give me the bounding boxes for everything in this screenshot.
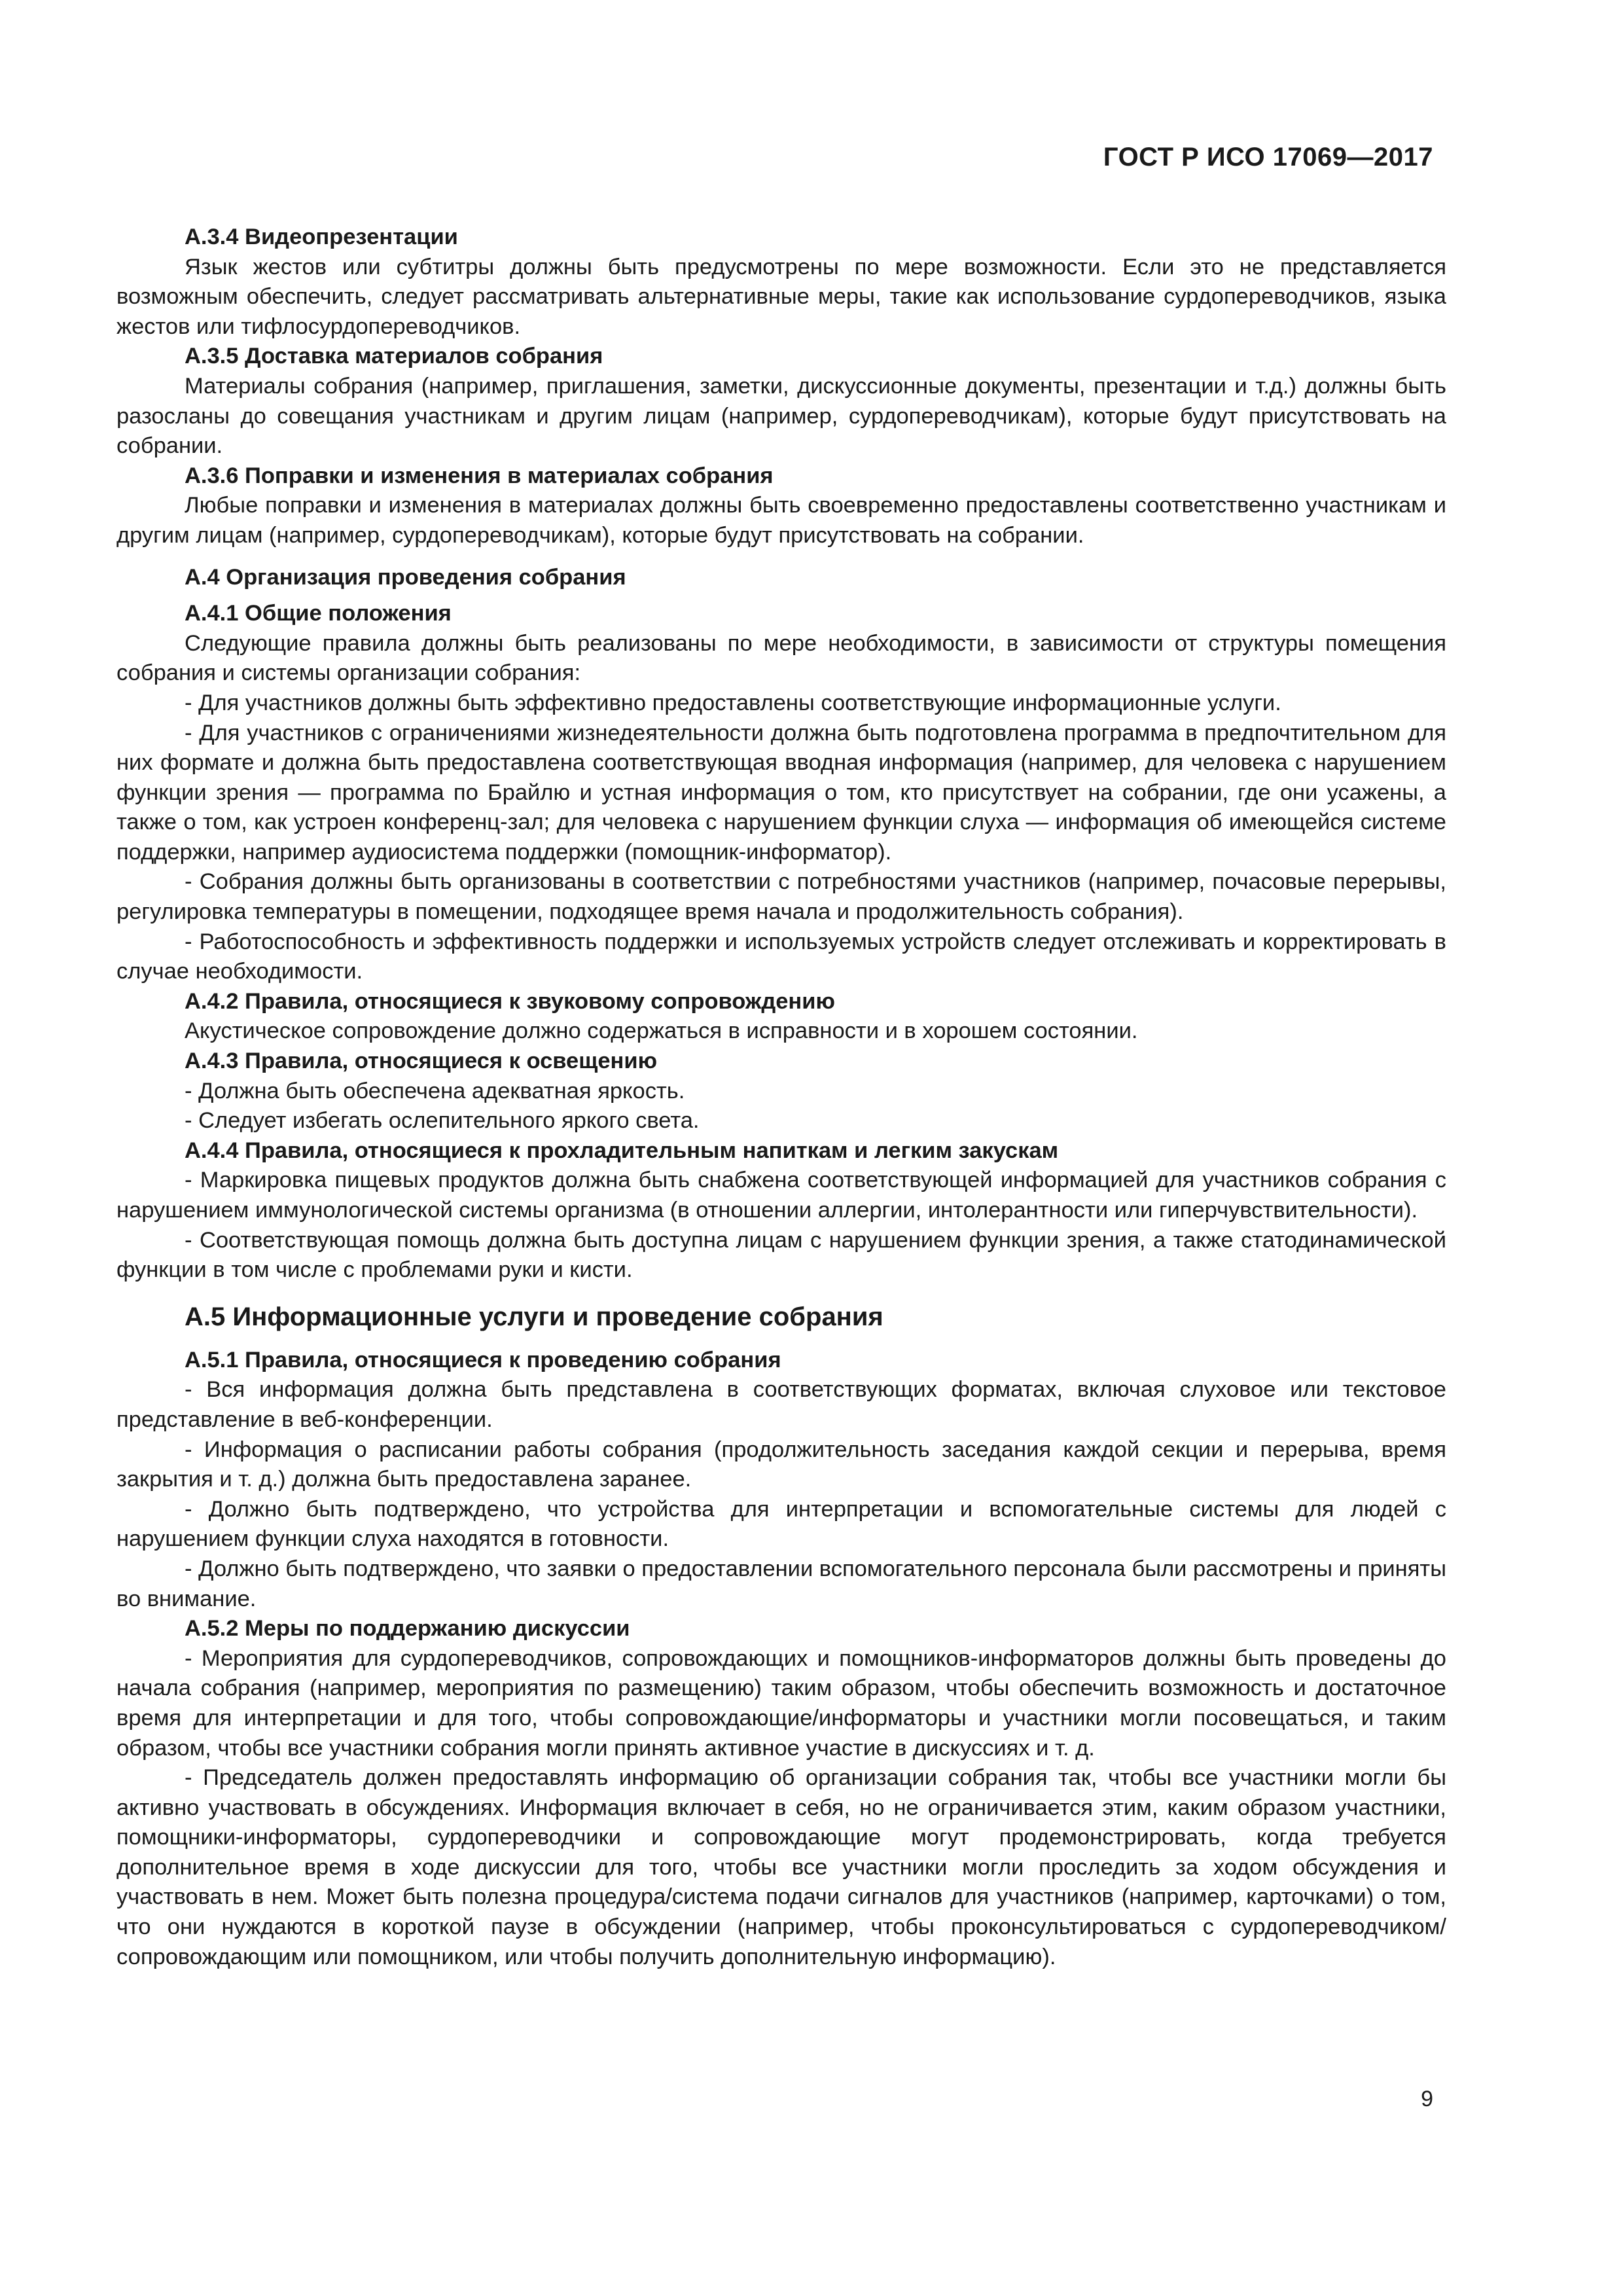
paragraph: - Должно быть подтверждено, что заявки о предоставлении вспомогательного персонала были рассмотрены и приняты во внимание. bbox=[116, 1556, 1446, 1611]
paragraph: Язык жестов или субтитры должны быть предусмотрены по мере возможности. Если это не представляется возможным обеспечить, следует рассматривать альтернативные меры, такие как использование сурдопереводчиков, языка жестов или тифлосурдопереводчиков. bbox=[116, 254, 1446, 339]
clause-heading: А.3.5 Доставка материалов собрания bbox=[185, 344, 603, 369]
clause-heading: А.4.4 Правила, относящиеся к прохладительным напиткам и легким закускам bbox=[185, 1138, 1059, 1163]
paragraph: - Мероприятия для сурдопереводчиков, сопровождающих и помощников-информаторов должны быть проведены до начала собрания (например, мероприятия по размещению) таким образом, чтобы обеспечить возможность и достаточное время для интерпретации и для того, чтобы сопровождающие/информаторы и участники могли посовещаться, и таким образом, чтобы все участники собрания могли принять активное участие в дискуссиях и т. д. bbox=[116, 1645, 1446, 1761]
clause-heading: А.5.1 Правила, относящиеся к проведению собрания bbox=[185, 1347, 781, 1372]
page-number: 9 bbox=[1421, 2087, 1433, 2111]
paragraph: - Собрания должны быть организованы в соответствии с потребностями участников (например, почасовые перерывы, регулировка температуры в помещении, подходящее время начала и продолжительность собрания). bbox=[116, 869, 1446, 925]
paragraph: Следующие правила должны быть реализованы по мере необходимости, в зависимости от структуры помещения собрания и системы организации собрания: bbox=[116, 630, 1446, 686]
paragraph: - Следует избегать ослепительного яркого света. bbox=[185, 1108, 700, 1134]
paragraph: - Маркировка пищевых продуктов должна быть снабжена соответствующей информацией для участников собрания с нарушением иммунологической системы организма (в отношении аллергии, интолерантности или гиперчувствительности). bbox=[116, 1168, 1446, 1223]
clause-heading: А.4.3 Правила, относящиеся к освещению bbox=[185, 1049, 658, 1074]
paragraph: - Вся информация должна быть представлена в соответствующих форматах, включая слуховое или текстовое представление в веб-конференции. bbox=[116, 1377, 1446, 1432]
paragraph: - Председатель должен предоставлять информацию об организации собрания так, чтобы все участники могли бы активно участвовать в обсуждениях. Информация включает в себя, но не ограничивается этим, каким образом участники, помощники-информаторы, сурдопереводчики и сопровождающие могут продемонстрировать, когда требуется дополнительное время в ходе дискуссии для того, чтобы все участники могли проследить за ходом обсуждения и участвовать в нем. Может быть полезна процедура/система подачи сигналов для участников (например, карточками) о том, что они нуждаются в короткой паузе в обсуждении (например, чтобы проконсультироваться с сурдопереводчиком/сопровождающим или помощником, или чтобы получить дополнительную информацию). bbox=[116, 1765, 1446, 1969]
paragraph: Материалы собрания (например, приглашения, заметки, дискуссионные документы, презентации и т.д.) должны быть разосланы до совещания участникам и другим лицам (например, сурдопереводчикам), которые будут присутствовать на собрании. bbox=[116, 373, 1446, 459]
paragraph: - Должно быть подтверждено, что устройства для интерпретации и вспомогательные системы для людей с нарушением функции слуха находятся в готовности. bbox=[116, 1496, 1446, 1552]
paragraph: - Для участников должны быть эффективно предоставлены соответствующие информационные услуги. bbox=[185, 690, 1281, 715]
clause-heading: А.5.2 Меры по поддержанию дискуссии bbox=[185, 1616, 630, 1641]
paragraph: Любые поправки и изменения в материалах должны быть своевременно предоставлены соответственно участникам и другим лицам (например, сурдопереводчикам), которые будут присутствовать на собрании. bbox=[116, 493, 1446, 548]
document-body bbox=[116, 223, 1446, 1972]
clause-heading: А.4.1 Общие положения bbox=[185, 601, 452, 626]
document-code: ГОСТ Р ИСО 17069—2017 bbox=[1103, 143, 1433, 171]
paragraph: - Должна быть обеспечена адекватная яркость. bbox=[185, 1078, 685, 1103]
subsection-heading: А.4 Организация проведения собрания bbox=[185, 564, 626, 590]
paragraph: - Для участников с ограничениями жизнедеятельности должна быть подготовлена программа в предпочтительном для них формате и должна быть предоставлена соответствующая вводная информация (например, для человека с нарушением функции зрения — программа по Брайлю и устная информация о том, кто присутствует на собрании, где они усажены, а также о том, как устроен конференц-зал; для человека с нарушением функции слуха — информация об имеющейся системе поддержки, например аудиосистема поддержки (помощник-информатор). bbox=[116, 720, 1446, 865]
paragraph: - Соответствующая помощь должна быть доступна лицам с нарушением функции зрения, а также статодинамической функции в том числе с проблемами руки и кисти. bbox=[116, 1227, 1446, 1283]
paragraph: - Работоспособность и эффективность поддержки и используемых устройств следует отслеживать и корректировать в случае необходимости. bbox=[116, 929, 1446, 984]
clause-heading: А.4.2 Правила, относящиеся к звуковому сопровождению bbox=[185, 988, 835, 1014]
clause-heading: А.3.4 Видеопрезентации bbox=[185, 224, 458, 249]
paragraph: - Информация о расписании работы собрания (продолжительность заседания каждой секции и перерыва, время закрытия и т. д.) должна быть предоставлена заранее. bbox=[116, 1437, 1446, 1492]
clause-heading: А.3.6 Поправки и изменения в материалах собрания bbox=[185, 463, 774, 488]
section-heading: А.5 Информационные услуги и проведение собрания bbox=[185, 1302, 883, 1331]
paragraph: Акустическое сопровождение должно содержаться в исправности и в хорошем состоянии. bbox=[185, 1018, 1138, 1044]
